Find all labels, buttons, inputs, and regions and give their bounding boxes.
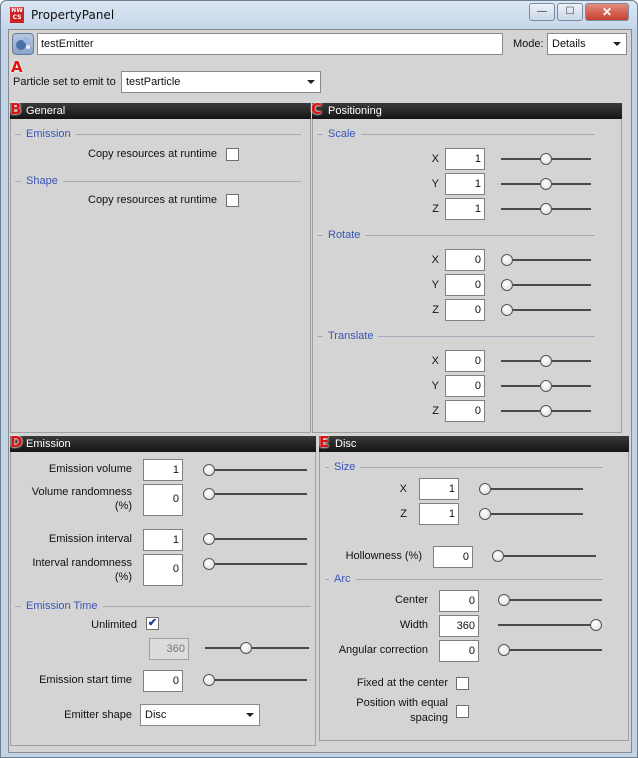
fixed-center-checkbox[interactable] [456,677,469,690]
fixed-center-label: Fixed at the center [356,677,448,689]
translate-x-label: X [431,355,439,367]
scale-z-label: Z [432,203,439,215]
center-slider[interactable] [498,594,602,606]
volume-randomness-label: Volume randomness [31,486,132,498]
tag-a: A [11,58,23,76]
group-title: Emission [21,128,76,140]
group-title: Size [329,461,360,473]
translate-group [317,330,595,342]
unlimited-label: Unlimited [91,619,137,631]
size-group [325,461,603,473]
emission-volume-label: Emission volume [48,463,132,475]
angular-correction-label: Angular correction [338,644,428,656]
general-emission-group [15,128,301,140]
panel-client-area [8,29,632,753]
tag-b: B [10,100,22,118]
window-title: PropertyPanel [31,8,115,22]
size-z-input[interactable]: 1 [419,503,459,525]
emitter-icon[interactable] [12,33,34,55]
size-x-slider[interactable] [479,483,583,495]
rotate-y-input[interactable]: 0 [445,274,485,296]
group-title: Scale [323,128,361,140]
shape-copy-label: Copy resources at runtime [88,194,217,206]
group-title: Rotate [323,229,365,241]
tag-e: E [319,433,330,451]
positioning-header: Positioning [312,103,622,119]
particle-set-label: Particle set to emit to [13,76,116,88]
emitter-name-field[interactable]: testEmitter [37,33,503,55]
emission-pane [10,436,316,746]
title-bar[interactable] [1,1,637,29]
translate-z-label: Z [432,405,439,417]
emission-interval-input[interactable]: 1 [143,529,183,551]
rotate-y-slider[interactable] [501,279,591,291]
tag-c: C [311,100,323,118]
rotate-y-label: Y [431,279,439,291]
scale-y-slider[interactable] [501,178,591,190]
scale-z-input[interactable]: 1 [445,198,485,220]
hollowness-slider[interactable] [492,550,596,562]
rotate-z-slider[interactable] [501,304,591,316]
emission-time-slider[interactable] [205,642,309,654]
unlimited-checkbox[interactable]: ✔ [147,617,158,629]
emission-header: Emission [10,436,316,452]
rotate-x-label: X [431,254,439,266]
size-z-label: Z [400,508,407,520]
volume-randomness-unit: (%) [114,500,132,512]
shape-copy-checkbox[interactable] [226,194,239,207]
translate-y-slider[interactable] [501,380,591,392]
translate-x-input[interactable]: 0 [445,350,485,372]
group-title: Translate [323,330,378,342]
angular-correction-input[interactable]: 0 [439,640,479,662]
rotate-group [317,229,595,241]
mode-label: Mode: [513,38,544,50]
emitter-shape-label: Emitter shape [64,709,132,721]
interval-randomness-label: Interval randomness [32,557,132,569]
group-title: Arc [329,573,356,585]
chevron-down-icon [613,42,621,46]
width-label: Width [399,619,428,631]
size-x-input[interactable]: 1 [419,478,459,500]
emission-interval-slider[interactable] [203,533,307,545]
interval-randomness-slider[interactable] [203,558,307,570]
group-title: Emission Time [21,600,103,612]
center-label: Center [394,594,428,606]
disc-pane [319,436,629,741]
arc-group [325,573,603,585]
size-z-slider[interactable] [479,508,583,520]
volume-randomness-slider[interactable] [203,488,307,500]
emission-interval-label: Emission interval [48,533,132,545]
emission-volume-input[interactable]: 1 [143,459,183,481]
group-title: Shape [21,175,63,187]
mode-select[interactable] [547,33,627,55]
rotate-x-slider[interactable] [501,254,591,266]
particle-set-value: testParticle [126,76,181,88]
scale-x-slider[interactable] [501,153,591,165]
tag-d: D [10,433,23,451]
hollowness-input[interactable]: 0 [433,546,473,568]
scale-y-input[interactable]: 1 [445,173,485,195]
emission-copy-label: Copy resources at runtime [88,148,217,160]
mode-select-value: Details [552,38,586,50]
width-input[interactable]: 360 [439,615,479,637]
scale-group [317,128,595,140]
particle-set-select[interactable] [121,71,321,93]
hollowness-label: Hollowness (%) [345,550,422,562]
maximize-button[interactable]: ☐ [557,3,583,21]
minimize-button[interactable]: — [529,3,555,21]
translate-y-label: Y [431,380,439,392]
scale-x-label: X [431,153,439,165]
equal-spacing-checkbox[interactable] [456,705,469,718]
chevron-down-icon [307,80,315,84]
scale-x-input[interactable]: 1 [445,148,485,170]
volume-randomness-input[interactable]: 0 [143,484,183,516]
equal-spacing-label-2: spacing [410,712,448,724]
emission-start-time-label: Emission start time [39,674,132,686]
app-icon: NW CS [11,7,23,21]
width-slider[interactable] [498,619,602,631]
rotate-z-label: Z [432,304,439,316]
translate-z-slider[interactable] [501,405,591,417]
center-input[interactable]: 0 [439,590,479,612]
disc-header: Disc [319,436,629,452]
emission-start-time-slider[interactable] [203,674,307,686]
close-button[interactable]: ✕ [585,3,629,21]
size-x-label: X [399,483,407,495]
rotate-z-input[interactable]: 0 [445,299,485,321]
angular-correction-slider[interactable] [498,644,602,656]
emitter-shape-value: Disc [145,709,167,721]
equal-spacing-label: Position with equal [356,697,448,709]
translate-z-input[interactable]: 0 [445,400,485,422]
emission-time-group [15,600,311,612]
rotate-x-input[interactable]: 0 [445,249,485,271]
emission-time-input[interactable]: 360 [149,638,189,660]
interval-randomness-input[interactable]: 0 [143,554,183,586]
translate-y-input[interactable]: 0 [445,375,485,397]
scale-z-slider[interactable] [501,203,591,215]
emission-volume-slider[interactable] [203,464,307,476]
interval-randomness-unit: (%) [114,571,132,583]
general-header: General [10,103,311,119]
emitter-shape-select[interactable] [140,704,260,726]
emission-start-time-input[interactable]: 0 [143,670,183,692]
scale-y-label: Y [431,178,439,190]
translate-x-slider[interactable] [501,355,591,367]
chevron-down-icon [246,713,254,717]
general-shape-group [15,175,301,187]
emission-copy-checkbox[interactable] [226,148,239,161]
